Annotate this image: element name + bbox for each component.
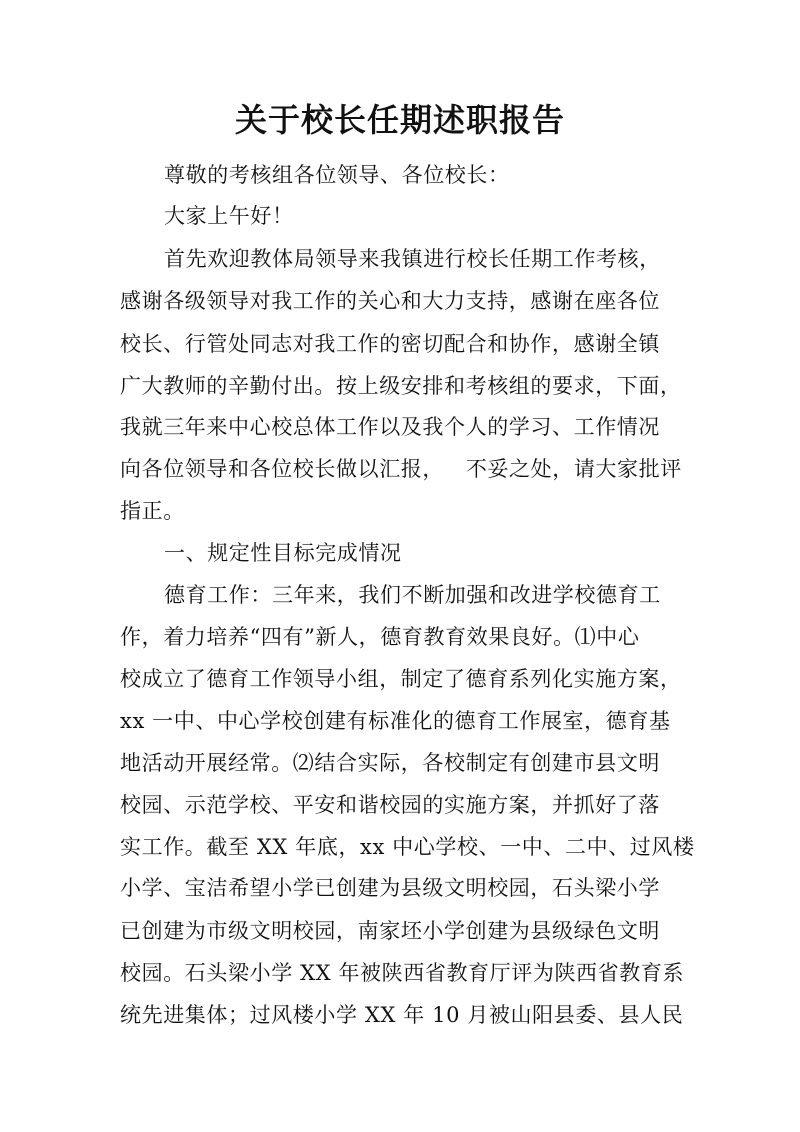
paragraph-line: 感谢各级领导对我工作的关心和大力支持，感谢在座各位 <box>120 289 660 313</box>
paragraph-line: xx 一中、中心学校创建有标准化的德育工作展室，德育基 <box>120 709 671 733</box>
paragraph-line: 校成立了德育工作领导小组，制定了德育系列化实施方案， <box>120 667 682 691</box>
salutation-line: 尊敬的考核组各位领导、各位校长： <box>164 163 510 187</box>
paragraph-line: 我就三年来中心校总体工作以及我个人的学习、工作情况 <box>120 415 660 439</box>
greeting-line: 大家上午好！ <box>164 204 294 228</box>
paragraph-line: 小学、宝洁希望小学已创建为县级文明校园，石头梁小学 <box>120 876 660 900</box>
paragraph-line: 校园。石头梁小学 XX 年被陕西省教育厅评为陕西省教育系 <box>120 961 685 985</box>
paragraph-line: 指正。 <box>120 499 185 523</box>
paragraph-line: 已创建为市级文明校园，南家坯小学创建为县级绿色文明 <box>120 919 660 943</box>
paragraph-line: 向各位领导和各位校长做以汇报， 不妥之处，请大家批评 <box>120 457 682 481</box>
section-heading: 一、规定性目标完成情况 <box>164 541 402 565</box>
paragraph-line: 实工作。截至 XX 年底，xx 中心学校、一中、二中、过风楼 <box>120 835 695 859</box>
paragraph-line: 统先进集体；过风楼小学 XX 年 10 月被山阳县委、县人民 <box>120 1003 684 1027</box>
paragraph-line: 首先欢迎教体局领导来我镇进行校长任期工作考核， <box>164 247 661 271</box>
paragraph-line: 作，着力培养“四有”新人，德育教育效果良好。⑴中心 <box>120 625 640 649</box>
paragraph-line: 地活动开展经常。⑵结合实际，各校制定有创建市县文明 <box>120 751 660 775</box>
paragraph-line: 校长、行管处同志对我工作的密切配合和协作，感谢全镇 <box>120 332 660 356</box>
paragraph-line: 校园、示范学校、平安和谐校园的实施方案，并抓好了落 <box>120 793 660 817</box>
document-title: 关于校长任期述职报告 <box>234 101 565 139</box>
paragraph-line: 德育工作：三年来，我们不断加强和改进学校德育工 <box>164 583 661 607</box>
paragraph-line: 广大教师的辛勤付出。按上级安排和考核组的要求，下面， <box>120 374 682 398</box>
